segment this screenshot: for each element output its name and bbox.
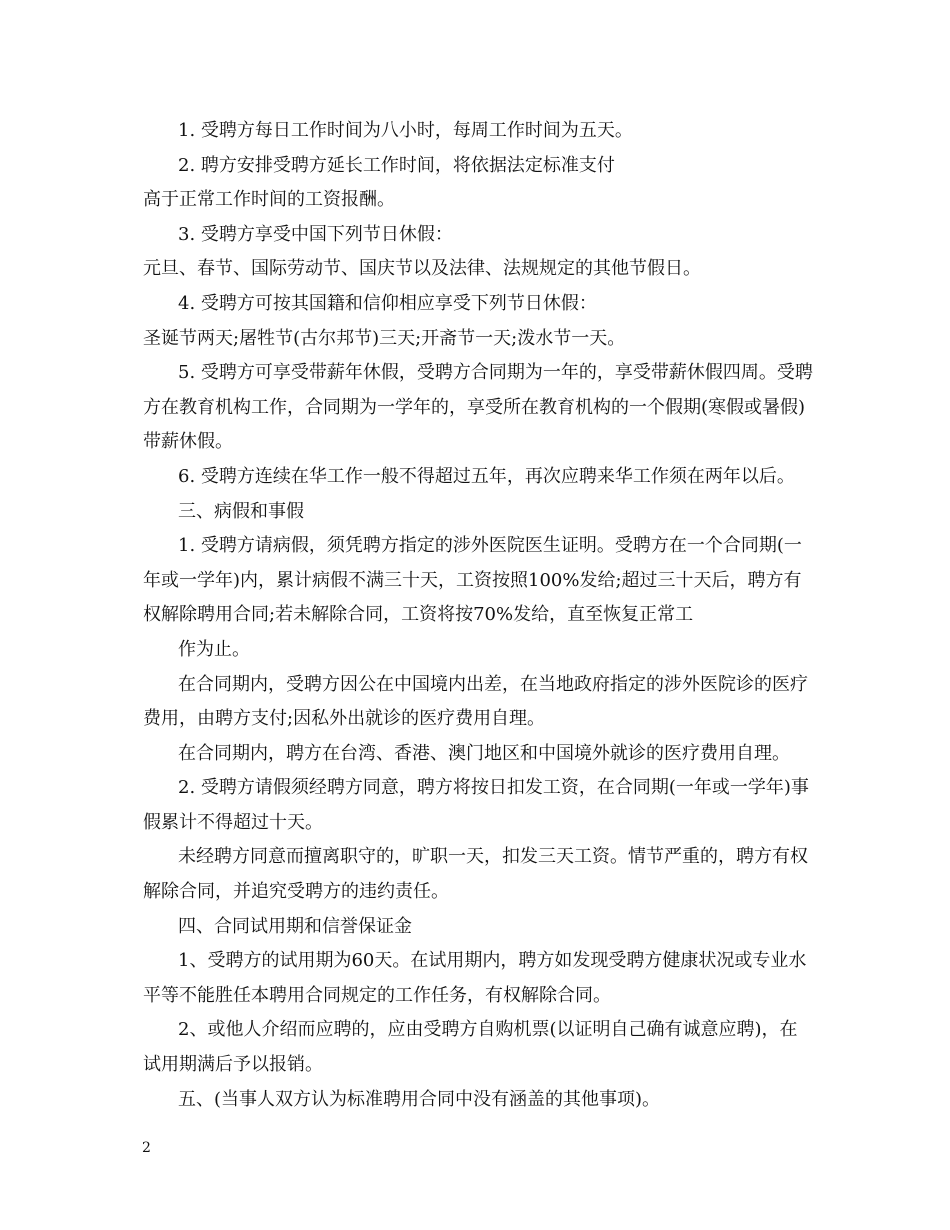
clause-work-limit: 6. 受聘方连续在华工作一般不得超过五年，再次应聘来华工作须在两年以后。 [178, 465, 795, 487]
religious-holidays-list: 圣诞节两天;屠牲节(古尔邦节)三天;开斋节一天;泼水节一天。 [143, 327, 626, 349]
clause-overtime-continued: 高于正常工作时间的工资报酬。 [143, 189, 395, 211]
clause-business-trip-medical: 在合同期内，受聘方因公在中国境内出差，在当地政府指定的涉外医院诊的医疗费用，由聘方支付;因私外出就诊的医疗费用自理。 [143, 673, 808, 730]
clause-overseas-medical: 在合同期内，聘方在台湾、香港、澳门地区和中国境外就诊的医疗费用自理。 [178, 742, 790, 764]
clause-absence-penalty: 未经聘方同意而擅离职守的，旷职一天，扣发三天工资。情节严重的，聘方有权解除合同，并追究受聘方的违约责任。 [143, 846, 808, 903]
page-number: 2 [142, 1140, 151, 1156]
section-heading-other-matters: 五、(当事人双方认为标准聘用合同中没有涵盖的其他事项)。 [178, 1088, 661, 1110]
clause-airfare-reimbursement: 2、或他人介绍而应聘的，应由受聘方自购机票(以证明自己确有诚意应聘)，在试用期满后予以报销。 [143, 1019, 798, 1076]
clause-work-hours: 1. 受聘方每日工作时间为八小时，每周工作时间为五天。 [178, 120, 633, 141]
clause-annual-leave: 5. 受聘方可享受带薪年休假，受聘方合同期为一年的，享受带薪休假四周。受聘方在教育机构工作，合同期为一学年的，享受所在教育机构的一个假期(寒假或暑假)带薪休假。 [143, 362, 813, 453]
clause-sick-leave: 1. 受聘方请病假，须凭聘方指定的涉外医院医生证明。受聘方在一个合同期(一年或一学年)内，累计病假不满三十天，工资按照100%发给;超过三十天后，聘方有权解除聘用合同;若未解除合同，工资将按70%发给，直至恢复正常工 [143, 535, 802, 626]
clause-religious-holidays: 4. 受聘方可按其国籍和信仰相应享受下列节日休假： [178, 292, 597, 314]
section-heading-sick-leave: 三、病假和事假 [178, 500, 304, 522]
clause-sick-leave-end: 作为止。 [178, 638, 250, 660]
section-heading-probation: 四、合同试用期和信誉保证金 [178, 915, 412, 937]
clause-probation-period: 1、受聘方的试用期为60天。在试用期内，聘方如发现受聘方健康状况或专业水平等不能胜任本聘用合同规定的工作任务，有权解除合同。 [143, 950, 807, 1006]
clause-overtime: 2. 聘方安排受聘方延长工作时间，将依据法定标准支付 [178, 154, 615, 176]
china-holidays-list: 元旦、春节、国际劳动节、国庆节以及法律、法规规定的其他节假日。 [143, 258, 701, 280]
clause-personal-leave: 2. 受聘方请假须经聘方同意，聘方将按日扣发工资，在合同期(一年或一学年)事假累计不得超过十天。 [143, 777, 809, 833]
document-body [143, 114, 813, 1117]
clause-china-holidays: 3. 受聘方享受中国下列节日休假： [178, 223, 453, 245]
